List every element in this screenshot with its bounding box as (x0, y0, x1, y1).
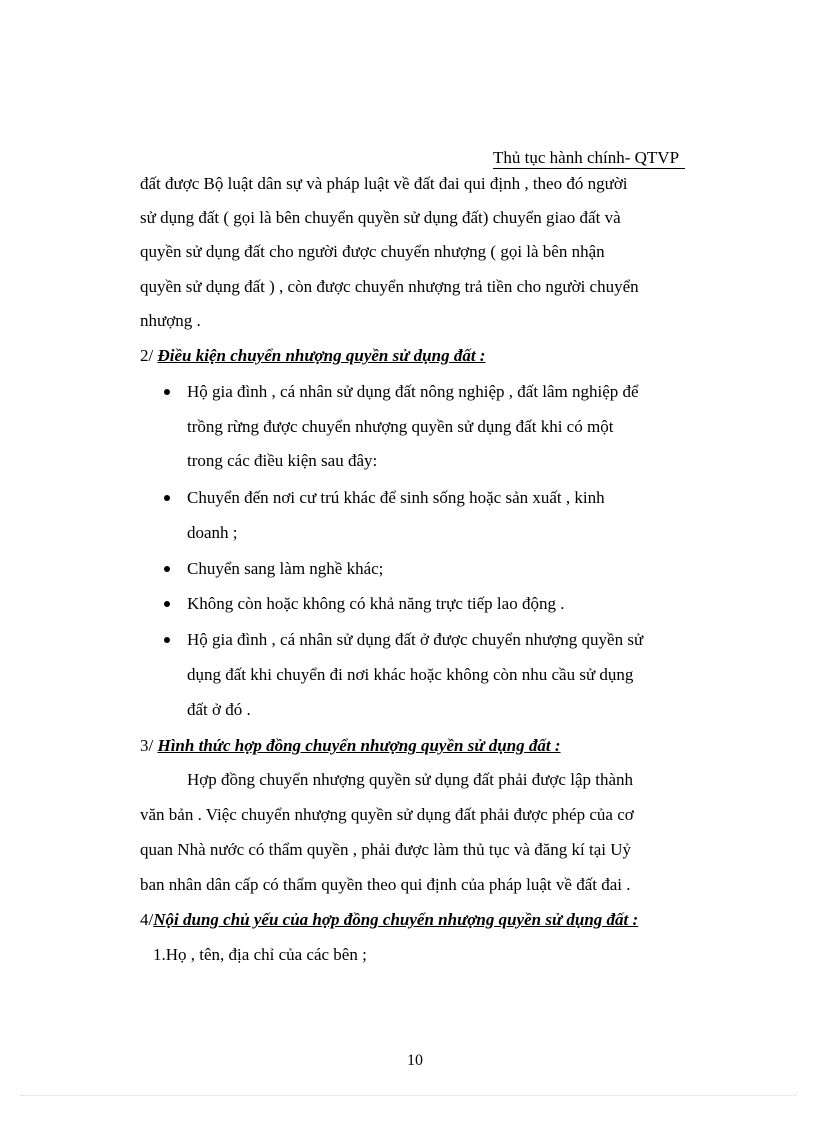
bullet-dot-3 (164, 566, 170, 572)
intro-line-4: quyền sử dụng đất ) , còn được chuyển nhượng trả tiền cho người chuyển (140, 277, 639, 296)
intro-line-2: sử dụng đất ( gọi là bên chuyển quyền sử dụng đất) chuyển giao đất và (140, 208, 621, 227)
section-4-number: 4/ (140, 910, 154, 929)
section-3-line-1: Hợp đồng chuyển nhượng quyền sử dụng đất phải được lập thành (187, 770, 634, 789)
section-3-line-4: ban nhân dân cấp có thẩm quyền theo qui định của pháp luật về đất đai . (140, 875, 631, 894)
bullet-dot-4 (164, 601, 170, 607)
section-3-title: Hình thức hợp đồng chuyển nhượng quyền sử dụng đất : (157, 736, 561, 755)
page-bottom-rule (20, 1095, 796, 1096)
section-3-line-3: quan Nhà nước có thẩm quyền , phải được làm thủ tục và đăng kí tại Uỷ (140, 840, 632, 859)
bullet-dot-2 (164, 495, 170, 501)
section-3-heading (140, 735, 561, 757)
bullet-1-line-3: trong các điều kiện sau đây: (187, 451, 378, 470)
bullet-1-line-1: Hộ gia đình , cá nhân sử dụng đất nông nghiệp , đất lâm nghiệp để (187, 382, 639, 401)
section-3-number: 3/ (140, 736, 158, 755)
intro-line-1: đất được Bộ luật dân sự và pháp luật về đất đai qui định , theo đó người (140, 174, 628, 193)
bullet-4-line-1: Không còn hoặc không có khả năng trực tiếp lao động . (187, 594, 565, 613)
bullet-2-line-2: doanh ; (187, 523, 238, 542)
section-3-line-2: văn bản . Việc chuyển nhượng quyền sử dụng đất phải được phép của cơ (140, 805, 634, 824)
section-4-title: Nội dung chủ yếu của hợp đồng chuyển nhượng quyền sử dụng đất : (153, 910, 639, 929)
bullet-1-line-2: trồng rừng được chuyển nhượng quyền sử dụng đất khi có một (187, 417, 614, 436)
section-4-item-1: 1.Họ , tên, địa chỉ của các bên ; (153, 945, 367, 964)
bullet-dot-1 (164, 389, 170, 395)
section-4-heading (140, 909, 638, 931)
bullet-5-line-2: dụng đất khi chuyển đi nơi khác hoặc không còn nhu cầu sử dụng (187, 665, 634, 684)
intro-line-3: quyền sử dụng đất cho người được chuyển nhượng ( gọi là bên nhận (140, 242, 605, 261)
bullet-dot-5 (164, 637, 170, 643)
section-2-heading (140, 345, 485, 367)
section-2-number: 2/ (140, 346, 158, 365)
bullet-2-line-1: Chuyển đến nơi cư trú khác để sinh sống hoặc sản xuất , kinh (187, 488, 605, 507)
running-header: Thủ tục hành chính- QTVP (493, 148, 685, 169)
bullet-3-line-1: Chuyển sang làm nghề khác; (187, 559, 384, 578)
section-2-title: Điều kiện chuyển nhượng quyền sử dụng đất : (157, 346, 486, 365)
page-number: 10 (407, 1052, 423, 1069)
bullet-5-line-1: Hộ gia đình , cá nhân sử dụng đất ở được chuyển nhượng quyền sử (187, 630, 644, 649)
bullet-5-line-3: đất ở đó . (187, 700, 251, 719)
intro-line-5: nhượng . (140, 311, 201, 330)
